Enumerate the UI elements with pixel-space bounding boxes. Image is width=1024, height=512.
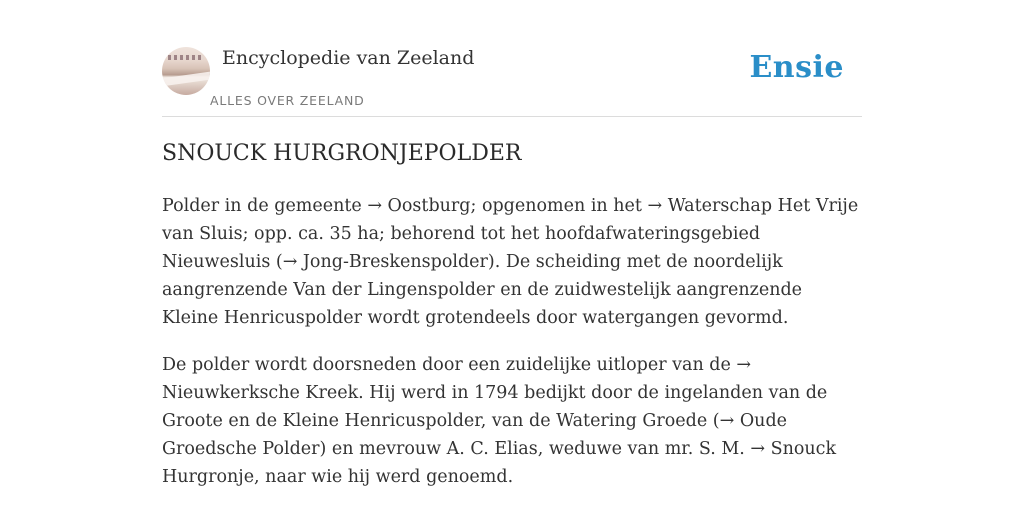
site-tagline: ALLES OVER ZEELAND xyxy=(210,93,365,108)
site-header xyxy=(162,0,862,117)
ensie-logo[interactable]: Ensie xyxy=(749,50,844,85)
entry-body xyxy=(162,192,862,510)
avatar-page-decoration xyxy=(162,71,210,87)
entry-title: SNOUCK HURGRONJEPOLDER xyxy=(162,141,522,166)
page xyxy=(162,0,862,487)
site-avatar[interactable] xyxy=(162,47,210,95)
entry-paragraph: De polder wordt doorsneden door een zuidelijke uitloper van de → Nieuwkerksche Kreek. Hij werd in 1794 bedijkt door de ingelanden van de Groote en de Kleine Henricuspolder, van de Watering Groede (→ Oude Groedsche Polder) en mevrouw A. C. Elias, weduwe van mr. S. M. → Snouck Hurgronje, naar wie hij werd genoemd. xyxy=(162,355,837,487)
encyclopedia-book-icon xyxy=(168,55,204,60)
entry-paragraph: Polder in de gemeente → Oostburg; opgenomen in het → Waterschap Het Vrije van Sluis; opp. ca. 35 ha; behorend tot het hoofdafwateringsgebied Nieuwesluis (→ Jong-Breskenspolder). De scheiding met de noordelijk aangrenzende Van der Lingenspolder en de zuidwestelijk aangrenzende Kleine Henricuspolder wordt grotendeels door watergangen gevormd. xyxy=(162,196,859,328)
site-title[interactable]: Encyclopedie van Zeeland xyxy=(222,47,475,69)
